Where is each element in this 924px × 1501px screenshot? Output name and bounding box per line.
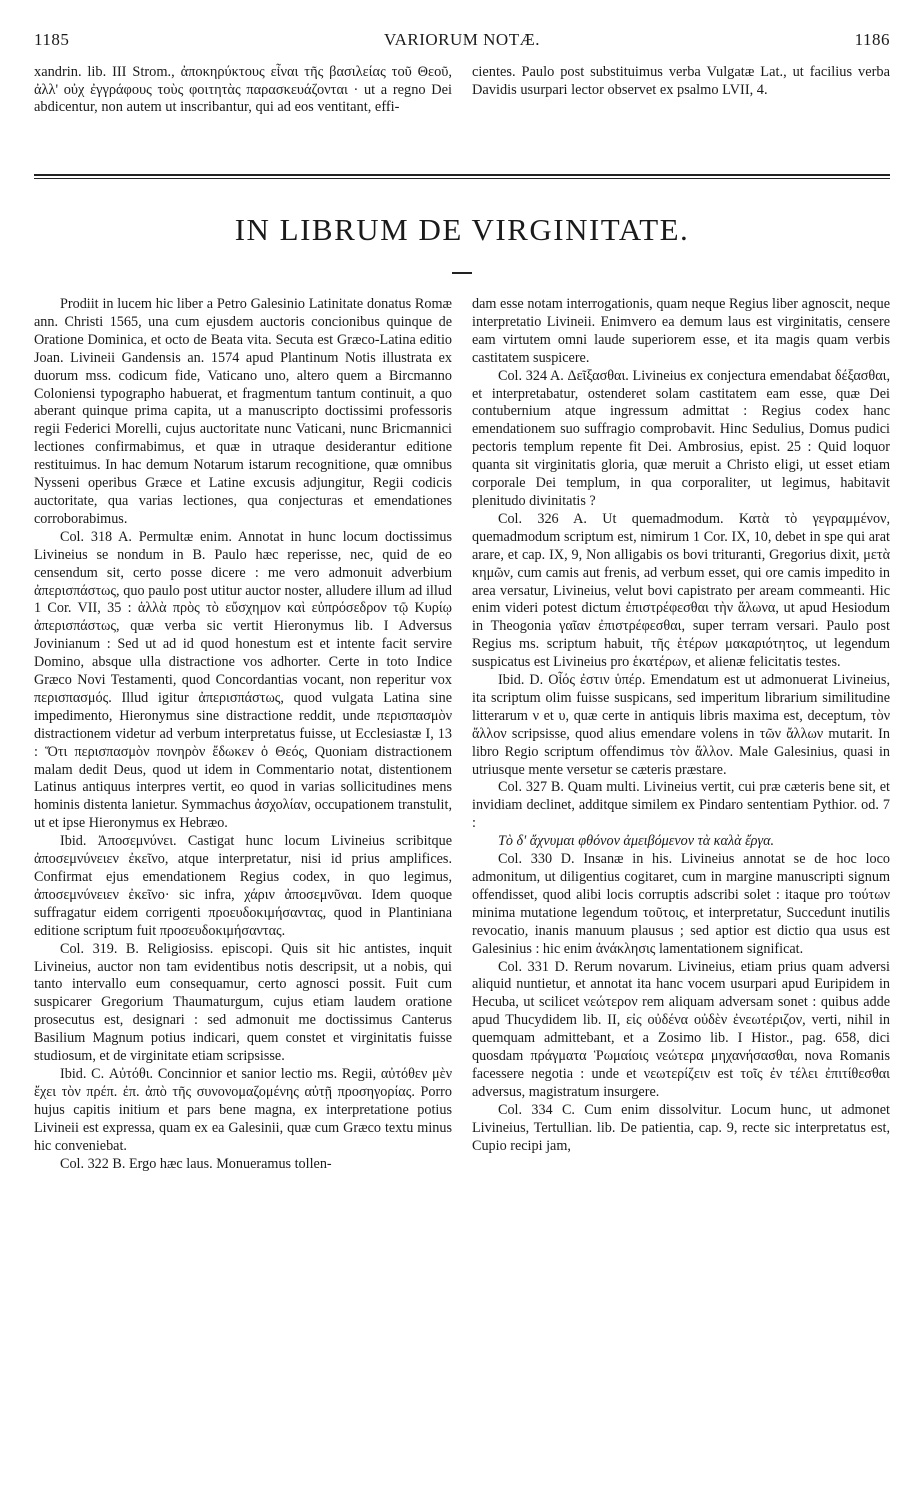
body-left-column xyxy=(34,296,452,1173)
paragraph: Col. 322 B. Ergo hæc laus. Monueramus tollen- xyxy=(60,1155,332,1172)
paragraph: Col. 326 A. Ut quemadmodum. Κατὰ τὸ γεγραμμένον, quemadmodum scriptum est, nimirum 1 Cor. IX, 10, debet in spe qui arat arare, et cap. IX, 9, Non alligabis os bovi trituranti, Gregorius dixit, μετὰ κημῶν, cum camis aut frenis, ad verbum esset, qui ore camis impedito in area versatur, Livineius, velut bovi capistrato per aream commeanti. Hic enim videri potest dictum ἐπιστρέφεσθαι τὴν ἅλωνα, ut apud Hesiodum in Theogonia γαῖαν ἐπιστρέφεσθαι, super terram versari. Paulo post Regius ms. scriptum habuit, τῆς ἑτέρων μακαριότητος, ut legendum suspicatus est Livineius pro ἑκατέρων, et alienæ felicitatis testes. xyxy=(472,510,890,671)
paragraph: Col. 331 D. Rerum novarum. Livineius, etiam prius quam adversi aliquid nuntietur, et annotat ita hanc vocem usurpari apud Euripidem in Hecuba, ut scilicet νεώτερον rem aliquam adversam sonet : quibus adde apud Thucydidem lib. II, εἰς οὐδένα οὐδὲν ἐνεωτέριζον, verti, nihil in quemquam admittebant, et a Zosimo lib. I Histor., pag. 658, dici quosdam πράγματα Ῥωμαίοις νεώτερα μηχανήσασθαι, nova Romanis facessere negotia : unde et νεωτερίζειν est τοῖς ἐν τέλει ἐπιτίθεσθαι adversus, magistratum insurgere. xyxy=(472,958,890,1100)
page-number-right: 1186 xyxy=(854,30,890,49)
section-title: IN LIBRUM DE VIRGINITATE. xyxy=(234,212,690,247)
continuation-left-column: xandrin. lib. III Strom., ἀποκηρύκτους εἶναι τῆς βασιλείας τοῦ Θεοῦ, ἀλλ' οὐχ ἐγγράφους τοὺς φοιτητὰς παρασκευάζονται · ut a regno Dei abdicentur, non autem ut inscribantur, qui ad eos ventitant, effi- xyxy=(34,64,452,116)
paragraph: Col. 327 B. Quam multi. Livineius vertit, cui præ cæteris bene sit, et invidiam declinet, additque similem ex Pindaro sententiam Pythior. od. 7 : xyxy=(472,779,890,832)
section-divider-thin xyxy=(34,178,890,179)
paragraph: Prodiit in lucem hic liber a Petro Galesinio Latinitate donatus Romæ ann. Christi 1565, una cum ejusdem auctoris concionibus quinque de Oratione Dominica, et octo de Beata vita. Secuta est Græco-Latina editio Joan. Livineii Gandensis an. 1574 apud Plantinum Notis illustrata ex duorum mss. codicum fide, Vaticano uno, altero quem a Bircmanno Coloniensi typographo habuerat, et fragmentum tantum continuit, a quo aberant quinque prima capita, ut a manuscripto doctissimi professoris regii Federici Morelli, cujus auctoritate nunc Vaticani, nunc Bricmannici lectiones confirmabimus, et quæ in utraque desiderantur editione restituimus. In hac demum Notarum istarum recognitione, quæ omnibus Nysseni operibus Græce et Latine excusis adjungitur, Regii codicis auctoritate, qua varias lectiones, qua conjecturas et emendationes corroborabimus. xyxy=(34,296,452,527)
continuation-right-column: cientes. Paulo post substituimus verba Vulgatæ Lat., ut facilius verba Davidis usurpari lector observet ex psalmo LVII, 4. xyxy=(472,64,890,98)
paragraph: Col. 318 A. Permultæ enim. Annotat in hunc locum doctissimus Livineius se nondum in B. Paulo hæc reperisse, nec, quid de eo censendum sit, certo posse dicere : me vero admonuit adverbium ἀπερισπάστως, quo paulo post utitur auctor noster, alludere illum ad illud 1 Cor. VII, 35 : ἀλλὰ πρὸς τὸ εὔσχημον καὶ εὐπρόσεδρον τῷ Κυρίῳ ἀπερισπάστως, quæ verba sic vertit Hieronymus lib. I Adversus Jovinianum : Sed ut ad id quod honestum est et intente facit servire Domino, absque ulla distractione vos adhorter. Certe in toto Indice Græco Novi Testamenti, quod Concordantias vocant, non reperitur vox περισπασμός. Illud igitur ἀπερισπάστως, quod vulgata Latina sine impedimento, Hieronymus sine distractione reddit, unde περισπασμὸν distractionem videtur ad verbum interpretatus fuisse, ut Ecclesiastæ I, 13 : Ὅτι περισπασμὸν πονηρὸν ἔδωκεν ὁ Θεός, Quoniam distractionem malam dedit Deus, quod ut idem in Commentario notat, distentionem Latinus antiquus interpres vertit, eo quod in varias sollicitudines mens hominis distenta lanietur. Symmachus ἀσχολίαν, occupationem transtulit, ut et ipse Hieronymus ex Hebræo. xyxy=(34,528,452,832)
paragraph: Col. 324 A. Δεῖξασθαι. Livineius ex conjectura emendabat δέξασθαι, et interpretabatur, ostenderet solam castitatem eam esse, quæ Dei contubernium atque ingressum admittat : Regius codex hanc emendationem suo suffragio comprobavit. Hinc Sedulius, Domus pudici pectoris templum repente fit Dei. Ambrosius, epist. 25 : Quid loquor quanta sit virginitatis gloria, quæ meruit a Christo eligi, ut esset etiam corporale Dei templum, in qua corporaliter, ut legimus, habitavit plenitudo divinitatis ? xyxy=(472,367,890,509)
paragraph: Col. 319. B. Religiosiss. episcopi. Quis sit hic antistes, inquit Livineius, auctor non tam evidentibus notis descripsit, ut a nobis, qui tanto intervallo eum consequamur, certo agnosci possit. Fuit cum suspicarer Gregorium Thaumaturgum, cujus etiam laudem oratione prosecutus est, designari : sed admonuit me doctissimus Canterus Basilium Magnum potius indicari, quem constet et virginitatis fuisse studiosum, et de virginitate etiam scripsisse. xyxy=(34,940,452,1065)
paragraph: Ibid. Ἀποσεμνύνει. Castigat hunc locum Livineius scribitque ἀποσεμνύνειεν ἐκεῖνο, atque interpretatur, nisi id prius amplifices. Confirmat ejus emendationem Regius codex, in quo legimus, ἀποσεμνύνειεν ἐκεῖνο· sic infra, χάριν ἀποσεμνῦναι. Idem quoque suffragatur eidem corrigenti προευδοκιμήσαντας, quod in Plantiniana editione scriptum fuit προσευδοκιμήσαντας. xyxy=(34,833,452,939)
paragraph: Col. 330 D. Insanæ in his. Livineius annotat se de hoc loco admonitum, ut diligentius cogitaret, cum in margine manuscripti signum offendisset, quod alibi locis corruptis adscribi solet : itaque pro τούτων minima mutatione legendum τοῦτοις, et interpretatur, Succedunt inutilis revocatio, inanis manuum plausus ; sed aptior est dictio qua usus est Galesinius : hic enim ἀνάκλησις lamentationem significat. xyxy=(472,851,890,957)
paragraph: Col. 334 C. Cum enim dissolvitur. Locum hunc, ut admonet Livineius, Tertullian. lib. De patientia, cap. 9, recte sic interpretatus est, Cupio recipi jam, xyxy=(472,1101,890,1154)
running-title: VARIORUM NOTÆ. xyxy=(384,30,540,49)
paragraph: Ibid. C. Αὐτόθι. Concinnior et sanior lectio ms. Regii, αὐτόθεν μὲν ἔχει τὸν πρέπ. ἐπ. ἀπὸ τῆς συνονομαζομένης αὐτῇ προσηγορίας. Porro hujus capitis initium et pars bene magna, ex interpretatione potius Livineii est expressa, quam ex ea Galesinii, quæ cum Græco textu minus hic conveniebat. xyxy=(34,1065,452,1154)
title-ornament-dash xyxy=(452,272,472,274)
paragraph: Ibid. D. Οἷός ἐστιν ὑπέρ. Emendatum est ut admonuerat Livineius, ita scriptum olim fuisse suspicans, sed imperitum librarium similitudine litterarum ν et υ, quæ certe in antiquis libris maxima est, deceptum, τὸν ἄλλον scripsisse, quod alius emendare volens in τῶν ἄλλων mutarit. In libro Regio scriptum offendimus τὸν ἄλλον. Male Galesinius, quasi in utriusque mente versetur se cæteris præstare. xyxy=(472,672,890,778)
paragraph: dam esse notam interrogationis, quam neque Regius liber agnoscit, neque interpretatio Livineii. Enimvero ea demum laus est virginitatis, censere eam virtutem omni laude superiorem esse, et ita magis quam verbis castitatem suspicere. xyxy=(472,296,890,366)
page-header xyxy=(34,30,890,54)
body-right-column xyxy=(472,296,890,1156)
section-divider xyxy=(34,174,890,176)
verse-quote: Τὸ δ' ἄχνυμαι φθόνον ἀμειβόμενον τὰ καλὰ ἔργα. xyxy=(498,833,775,850)
page-number-left: 1185 xyxy=(34,30,70,49)
